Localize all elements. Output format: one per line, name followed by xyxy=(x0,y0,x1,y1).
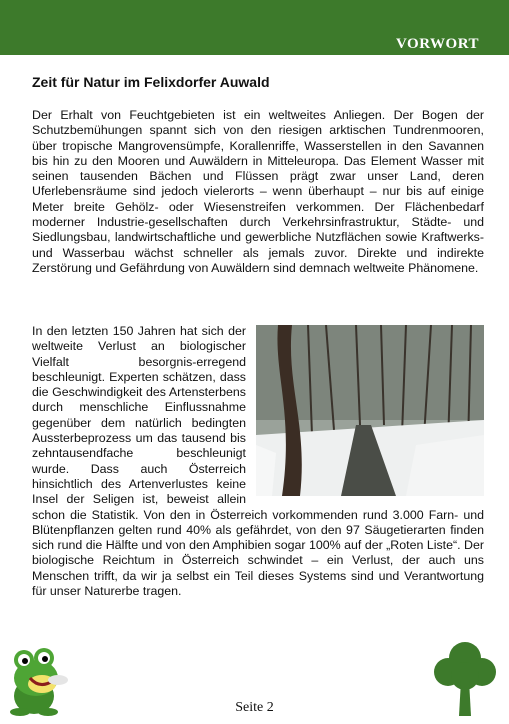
paragraph-2: In den letzten 150 Jahren hat sich der weltweite Verlust an biologischer Vielfalt besorgnis-erregend beschleunigt. Experten schätzen, dass die Geschwindigkeit des Artensterbens durch menschliche Einflussnahme gegenüber dem natürlich bedingten Aussterbeprozess um das tausend bis zehntausendfache beschleunigt wurde. Dass auch Österreich hinsichtlich des Artenverlustes keine Insel der Seligen ist, beweist allein schon die Statistik. Von den in Österreich vorkommenden rund 3.000 Farn- und Blütenpflanzen gelten rund 40% als gefährdet, von den 97 Säugetierarten finden sich rund die Hälfte und von den Amphibien sogar 100% auf der „Roten Liste“. Der biologische Reichtum in Österreich schwindet – ein Verlust, der auch uns Menschen trifft, da wir ja selbst ein Teil dieses Systems sind und Verantwortung für unser Naturerbe tragen. xyxy=(32,324,484,599)
paragraph-2-block xyxy=(32,324,484,599)
paragraph-1: Der Erhalt von Feuchtgebieten ist ein weltweites Anliegen. Der Bogen der Schutzbemühungen spannt sich von den riesigen arktischen Tundrenmooren, über tropische Mangrovensümpfe, Korallenriffe, Wasserstellen in den Savannen bis hin zu den Mooren und Auwäldern in Mitteleuropa. Das Element Wasser mit seinen tausenden Bächen und Flüssen prägt zwar unser Land, deren Uferlebensräume sind jedoch vielerorts – wenn überhaupt – nur bis auf einige Meter breite Gehölz- oder Wiesenstreifen verkommen. Der Flächenbedarf moderner Industrie-gesellschaften durch Verkehrsinfrastruktur, Städte- und Siedlungsbau, landwirtschaftliche und gewerbliche Nutzflächen sowie Kraftwerks- und Wasserbau wächst schneller als jemals zuvor. Direkte und indirekte Zerstörung und Gefährdung von Auwäldern sind demnach weltweite Phänomene. xyxy=(32,108,484,275)
article-title: Zeit für Natur im Felixdorfer Auwald xyxy=(32,74,270,90)
section-title: VORWORT xyxy=(396,36,479,52)
winter-forest-stream-photo xyxy=(256,325,484,496)
page-number: Seite 2 xyxy=(235,700,274,715)
